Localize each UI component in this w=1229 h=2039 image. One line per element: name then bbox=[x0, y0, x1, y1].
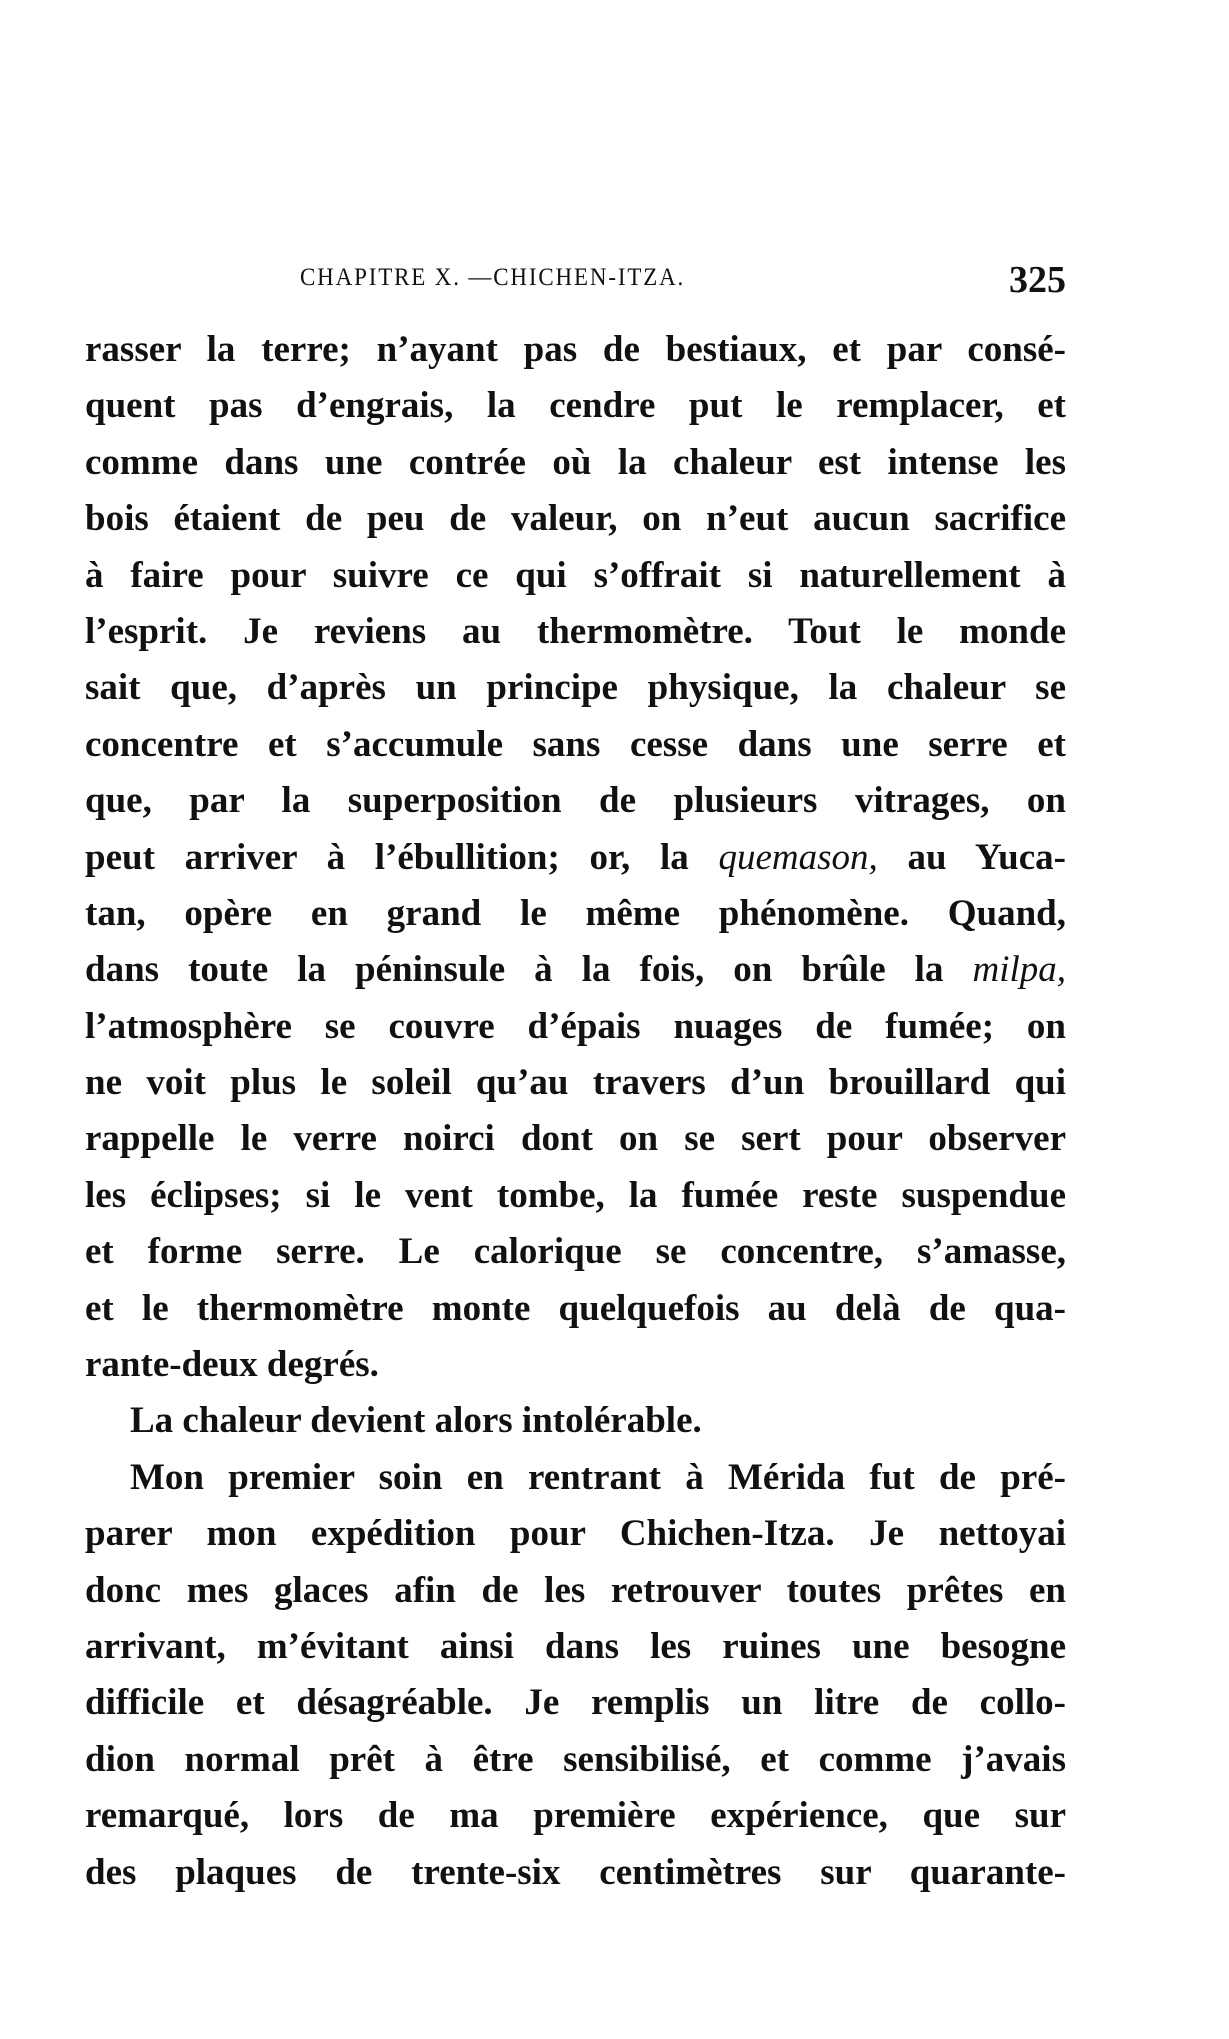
text-line: et forme serre. Le calorique se concentre, s’amasse, bbox=[85, 1231, 1066, 1273]
text-line: bois étaient de peu de valeur, on n’eut aucun sacrifice bbox=[85, 498, 1066, 540]
text-line: arrivant, m’évitant ainsi dans les ruines une besogne bbox=[85, 1625, 1066, 1667]
text-line: parer mon expédition pour Chichen-Itza. Je nettoyai bbox=[85, 1513, 1066, 1555]
text-line: La chaleur devient alors intolérable. bbox=[130, 1400, 702, 1442]
text-line: concentre et s’accumule sans cesse dans une serre et bbox=[85, 723, 1066, 765]
text-line: sait que, d’après un principe physique, la chaleur se bbox=[85, 667, 1066, 709]
body-text bbox=[85, 322, 1066, 1901]
text-line: donc mes glaces afin de les retrouver toutes prêtes en bbox=[85, 1569, 1066, 1611]
text-line: à faire pour suivre ce qui s’offrait si naturellement à bbox=[85, 554, 1066, 596]
text-line: peut arriver à l’ébullition; or, la quemason, au Yuca- bbox=[85, 836, 1066, 878]
text-line: tan, opère en grand le même phénomène. Quand, bbox=[85, 892, 1066, 934]
text-line: remarqué, lors de ma première expérience, que sur bbox=[85, 1795, 1066, 1837]
text-line: que, par la superposition de plusieurs vitrages, on bbox=[85, 780, 1066, 822]
text-line: rasser la terre; n’ayant pas de bestiaux, et par consé- bbox=[85, 329, 1066, 370]
text-line: rante-deux degrés. bbox=[85, 1344, 379, 1386]
page-header bbox=[85, 258, 1066, 301]
text-line: et le thermomètre monte quelquefois au delà de qua- bbox=[85, 1287, 1066, 1329]
text-line: des plaques de trente-six centimètres sur quarante- bbox=[85, 1851, 1066, 1893]
text-line: quent pas d’engrais, la cendre put le remplacer, et bbox=[85, 385, 1066, 427]
running-title: CHAPITRE X. —CHICHEN-ITZA. bbox=[300, 264, 686, 291]
text-line: dans toute la péninsule à la fois, on brûle la milpa, bbox=[85, 949, 1066, 991]
text-line: difficile et désagréable. Je remplis un litre de collo- bbox=[85, 1682, 1066, 1724]
italic-term: quemason, bbox=[718, 836, 878, 878]
text-line: rappelle le verre noirci dont on se sert pour observer bbox=[85, 1118, 1066, 1160]
text-line: l’atmosphère se couvre d’épais nuages de fumée; on bbox=[85, 1005, 1066, 1047]
text-line: dion normal prêt à être sensibilisé, et comme j’avais bbox=[85, 1738, 1066, 1780]
text-line: Mon premier soin en rentrant à Mérida fut de pré- bbox=[130, 1456, 1066, 1498]
text-line: ne voit plus le soleil qu’au travers d’un brouillard qui bbox=[85, 1062, 1066, 1104]
italic-term: milpa, bbox=[972, 949, 1066, 991]
text-line: l’esprit. Je reviens au thermomètre. Tout le monde bbox=[85, 610, 1066, 652]
text-line: les éclipses; si le vent tombe, la fumée reste suspendue bbox=[85, 1174, 1066, 1216]
text-line: comme dans une contrée où la chaleur est intense les bbox=[85, 441, 1066, 483]
page-number: 325 bbox=[1009, 259, 1066, 301]
